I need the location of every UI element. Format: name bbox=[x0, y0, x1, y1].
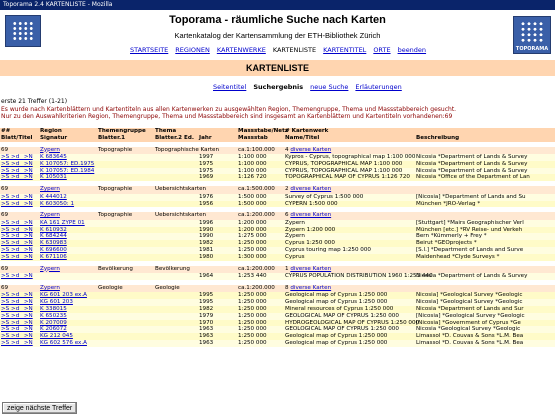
group-number: 69 bbox=[1, 265, 9, 272]
table-row bbox=[0, 161, 555, 168]
table-row bbox=[0, 240, 555, 247]
kartenwerk-link[interactable]: diverse Karten bbox=[290, 186, 332, 193]
signatur-link[interactable]: K 610932 bbox=[40, 226, 67, 233]
page-header bbox=[0, 10, 555, 57]
signatur-link[interactable]: K 338015 bbox=[40, 306, 67, 313]
description-cell: [S.l.] *Department of Lands and Surve bbox=[416, 247, 524, 254]
kartenwerk-link[interactable]: diverse Karten bbox=[290, 284, 332, 291]
scale-cell: 1:200 000 bbox=[238, 226, 267, 233]
massstab-range: ca.1:200.000 bbox=[238, 265, 275, 272]
description-cell: [Nicosia] *Government of Cyprus *Ge bbox=[416, 319, 521, 326]
group-row bbox=[0, 212, 555, 220]
scale-cell: 1:275 000 bbox=[238, 233, 267, 240]
year-cell: 1970 bbox=[199, 319, 214, 326]
title-cell: GEOLOGICAL MAP OF CYPRUS 1:250 000 bbox=[285, 326, 399, 333]
year-cell: 1976 bbox=[199, 193, 214, 200]
year-cell: 1969 bbox=[199, 174, 214, 181]
signatur-link[interactable]: K 683645 bbox=[40, 154, 67, 161]
year-cell: 1964 bbox=[199, 273, 214, 280]
description-cell: München [etc.] *RV Reise- und Verkeh bbox=[416, 226, 523, 233]
column-header: Jahr bbox=[199, 134, 212, 141]
description-cell: Nicosia *Department of Lands and Sur bbox=[416, 306, 524, 313]
description-cell: Beirut *GEOprojects * bbox=[416, 240, 477, 247]
title-cell: HYDROGEOLOGICAL MAP OF CYPRUS 1:250 000 bbox=[285, 319, 420, 326]
scale-cell: 1:250 000 bbox=[238, 299, 267, 306]
row-action-links[interactable]: >S >d _>N bbox=[1, 292, 33, 299]
year-cell: 1995 bbox=[199, 292, 214, 299]
title-cell: TOPOGRAPHICAL MAP OF CYPRUS 1:126 720 bbox=[285, 174, 410, 181]
row-action-links[interactable]: >S >d _>N bbox=[1, 299, 33, 306]
scale-cell: 1:250 000 bbox=[238, 240, 267, 247]
kartenwerk: 8 diverse Karten bbox=[285, 284, 332, 291]
themengruppe: Topographie bbox=[98, 146, 133, 153]
result-info bbox=[1, 98, 554, 121]
year-cell: 1990 bbox=[199, 226, 214, 233]
scale-cell: 1:253 440 bbox=[238, 273, 267, 280]
table-row bbox=[0, 227, 555, 234]
description-cell: Nicosia] *Geological Survey *Geologic bbox=[416, 299, 523, 306]
nav-item-regionen[interactable]: REGIONEN bbox=[175, 46, 210, 54]
scale-cell: 1:300 000 bbox=[238, 253, 267, 260]
group-number: 69 bbox=[1, 146, 9, 153]
table-row bbox=[0, 201, 555, 208]
description-cell: Nicosia *Department of Lands & Survey bbox=[416, 273, 528, 280]
group-number: 69 bbox=[1, 212, 9, 219]
signatur-link[interactable]: K 107057: ED.1984 bbox=[40, 167, 95, 174]
signatur-link[interactable]: K 105031 bbox=[40, 174, 67, 181]
scale-cell: 1:250 000 bbox=[238, 306, 267, 313]
description-cell: Nicosia] *Geological Survey *Geologic bbox=[416, 292, 523, 299]
table-row bbox=[0, 306, 555, 313]
column-header: Blatt/Titel bbox=[1, 134, 33, 141]
nav-item-kartenwerke[interactable]: KARTENWERKE bbox=[216, 46, 266, 54]
main-nav bbox=[130, 46, 433, 54]
nav-item-orte[interactable]: ORTE bbox=[373, 46, 391, 54]
year-cell: 1995 bbox=[199, 299, 214, 306]
signatur-link[interactable]: KG 601 203 bbox=[40, 299, 73, 306]
description-cell: München *JRO-Verlag * bbox=[416, 200, 481, 207]
page-title: Toporama - räumliche Suche nach Karten bbox=[169, 14, 386, 26]
row-action-links[interactable]: >S >d _>N bbox=[1, 174, 33, 181]
group-row bbox=[0, 186, 555, 194]
year-cell: 1979 bbox=[199, 312, 214, 319]
region-link[interactable]: Zypern bbox=[40, 146, 60, 153]
kartenwerk: 6 diverse Karten bbox=[285, 212, 332, 219]
region-link[interactable]: Zypern bbox=[40, 284, 60, 291]
scale-cell: 1:100 000 bbox=[238, 154, 267, 161]
description-cell: Nicosia *Department of Lands & Survey bbox=[416, 167, 528, 174]
column-header: # Kartenwerk bbox=[285, 128, 329, 134]
kartenwerk: 4 diverse Karten bbox=[285, 146, 332, 153]
search-description: Es wurde nach Kartenblättern und Kartentiteln aus allen Kartenwerken zu ausgewählten Region, Themengruppe, Thema und Massstabbereich gesucht. bbox=[1, 105, 457, 113]
title-cell: Geological map of Cyprus 1:250 000 bbox=[285, 299, 388, 306]
title-cell: CYPERN 1:500 000 bbox=[285, 200, 338, 207]
column-header: Thema bbox=[155, 128, 177, 134]
group-row bbox=[0, 147, 555, 155]
region-link[interactable]: Zypern bbox=[40, 265, 60, 272]
signatur-link[interactable]: K 207009 bbox=[40, 319, 67, 326]
row-action-links[interactable]: >S >d _>N bbox=[1, 247, 33, 254]
subnav-item-suchergebnis: Suchergebnis bbox=[253, 83, 304, 91]
year-cell: 1980 bbox=[199, 253, 214, 260]
group-number: 69 bbox=[1, 186, 9, 193]
signatur-link[interactable]: K 684244 bbox=[40, 233, 67, 240]
description-cell: Maidenhead *Clyde Surveys * bbox=[416, 253, 500, 260]
description-cell: Nicosia *Department of Lands & Survey bbox=[416, 154, 528, 161]
year-cell: 1982 bbox=[199, 306, 214, 313]
row-action-links[interactable]: >S >d _>N bbox=[1, 200, 33, 207]
scale-cell: 1:200 000 bbox=[238, 219, 267, 226]
year-cell: 1975 bbox=[199, 160, 214, 167]
table-row bbox=[0, 340, 555, 347]
scale-cell: 1:500 000 bbox=[238, 200, 267, 207]
row-action-links[interactable]: >S >d _>N bbox=[1, 240, 33, 247]
row-action-links[interactable]: >S >d _>N bbox=[1, 306, 33, 313]
title-cell: CYPRUS, TOPOGRAPHICAL MAP 1:100 000 bbox=[285, 167, 403, 174]
thema: Uebersichtskarten bbox=[155, 186, 207, 193]
row-action-links[interactable]: >S >d _>N bbox=[1, 319, 33, 326]
row-action-links[interactable]: >S >d _>N bbox=[1, 160, 33, 167]
table-row bbox=[0, 333, 555, 340]
year-cell: 1990 bbox=[199, 233, 214, 240]
row-action-links[interactable]: >S >d _>N bbox=[1, 333, 33, 340]
table-row bbox=[0, 168, 555, 175]
results-table bbox=[0, 128, 555, 347]
table-row bbox=[0, 247, 555, 254]
title-cell: Kypros - Cyprus, topographical map 1:100 000 bbox=[285, 154, 416, 161]
kartenwerk: 1 diverse Karten bbox=[285, 265, 332, 272]
title-cell: Survey of Cyprus 1:500 000 bbox=[285, 193, 364, 200]
signatur-link[interactable]: K 444012 bbox=[40, 193, 67, 200]
scale-cell: 1:250 000 bbox=[238, 340, 267, 347]
subnav-item-erläuterungen[interactable]: Erläuterungen bbox=[355, 83, 402, 91]
scale-cell: 1:500 000 bbox=[238, 193, 267, 200]
signatur-link[interactable]: K 671106 bbox=[40, 253, 67, 260]
row-action-links[interactable]: >S >d _>N bbox=[1, 167, 33, 174]
scale-cell: 1:250 000 bbox=[238, 247, 267, 254]
region-link[interactable]: Zypern bbox=[40, 186, 60, 193]
page-subtitle: Kartenkatalog der Kartensammlung der ETH-Bibliothek Zürich bbox=[174, 31, 381, 40]
title-cell: GEOLOGICAL MAP OF CYPRUS 1:250 000 bbox=[285, 312, 399, 319]
scale-cell: 1:100 000 bbox=[238, 160, 267, 167]
year-cell: 1963 bbox=[199, 333, 214, 340]
signatur-link[interactable]: K 650235 bbox=[40, 312, 67, 319]
table-row bbox=[0, 254, 555, 261]
scale-cell: 1:250 000 bbox=[238, 326, 267, 333]
description-cell: Nicosia *Department of Lands & Survey bbox=[416, 160, 528, 167]
table-row bbox=[0, 174, 555, 181]
year-cell: 1975 bbox=[199, 167, 214, 174]
description-cell: [Nicosia] *Department of Lands and Su bbox=[416, 193, 526, 200]
description-cell: Bern *Kümmerly + Frey * bbox=[416, 233, 487, 240]
column-header: Beschreibung bbox=[416, 134, 460, 141]
table-row bbox=[0, 194, 555, 201]
nav-item-beenden[interactable]: beenden bbox=[397, 46, 427, 54]
table-row bbox=[0, 292, 555, 299]
table-subheader-row bbox=[0, 135, 555, 142]
thema: Bevölkerung bbox=[155, 265, 190, 272]
nav-item-kartenliste: KARTENLISTE bbox=[272, 46, 317, 54]
scale-cell: 1:100 000 bbox=[238, 167, 267, 174]
group-row bbox=[0, 285, 555, 293]
thema: Topographische Karten bbox=[155, 146, 220, 153]
column-header: Region bbox=[40, 128, 62, 134]
nav-item-startseite[interactable]: STARTSEITE bbox=[130, 46, 169, 54]
year-cell: 1963 bbox=[199, 326, 214, 333]
signatur-link[interactable]: KG 601 203 ex.A bbox=[40, 292, 87, 299]
title-cell: Mineral resources of Cyprus 1:250 000 bbox=[285, 306, 394, 313]
column-header: Massstab bbox=[238, 134, 268, 141]
year-cell: 1956 bbox=[199, 200, 214, 207]
description-cell: [Nicosia] *Geological Survey *Geologic bbox=[416, 312, 525, 319]
year-cell: 1963 bbox=[199, 340, 214, 347]
section-title: KARTENLISTE bbox=[0, 60, 555, 76]
kartenwerk: 2 diverse Karten bbox=[285, 186, 332, 193]
signatur-link[interactable]: KG 602 576 ex.A bbox=[40, 340, 87, 347]
subnav-item-neue-suche[interactable]: neue Suche bbox=[310, 83, 349, 91]
table-row bbox=[0, 233, 555, 240]
row-action-links[interactable]: >S >d _>N bbox=[1, 312, 33, 319]
column-header: Massstabe/Netz bbox=[238, 128, 289, 134]
title-cell: Geological map of Cyprus 1:250 000 bbox=[285, 333, 388, 340]
row-action-links[interactable]: >S >d _>N bbox=[1, 193, 33, 200]
table-row bbox=[0, 320, 555, 327]
year-cell: 1996 bbox=[199, 219, 214, 226]
window-titlebar: Toporama 2.4 KARTENLISTE - Mozilla bbox=[0, 0, 555, 10]
title-cell: Geological map of Cyprus 1:250 000 bbox=[285, 340, 388, 347]
scale-cell: 1:250 000 bbox=[238, 319, 267, 326]
row-action-links[interactable]: >S >d _>N bbox=[1, 233, 33, 240]
signatur-link[interactable]: K 107057: ED.1975 bbox=[40, 160, 95, 167]
column-header: Name/Titel bbox=[285, 134, 320, 141]
massstab-range: ca.1:100.000 bbox=[238, 146, 275, 153]
row-action-links[interactable]: >S >d _>N bbox=[1, 219, 33, 226]
scale-cell: 1:250 000 bbox=[238, 292, 267, 299]
column-header: Blatter.1 bbox=[98, 134, 126, 141]
kartenwerk-link[interactable]: diverse Karten bbox=[290, 212, 332, 219]
themengruppe: Topographie bbox=[98, 212, 133, 219]
year-cell: 1982 bbox=[199, 240, 214, 247]
signatur-link[interactable]: KA 161 ZYPE 01 bbox=[40, 219, 85, 226]
column-header: Signatur bbox=[40, 134, 68, 141]
kartenwerk-link[interactable]: diverse Karten bbox=[290, 146, 332, 153]
column-header: ## bbox=[1, 128, 11, 134]
nav-item-kartentitel[interactable]: KARTENTITEL bbox=[323, 46, 367, 54]
table-row bbox=[0, 313, 555, 320]
scale-cell: 1:250 000 bbox=[238, 312, 267, 319]
table-row bbox=[0, 273, 555, 280]
massstab-range: ca.1:500.000 bbox=[238, 186, 275, 193]
massstab-range: ca.1:200.000 bbox=[238, 212, 275, 219]
title-cell: CYPRUS POPULATION DISTRIBUTION 1960 1:253 440 bbox=[285, 273, 433, 280]
year-cell: 1981 bbox=[199, 247, 214, 254]
description-cell: Nicosia *Office of the Department of Lan bbox=[416, 174, 530, 181]
title-cell: Cyprus bbox=[285, 253, 305, 260]
title-cell: Cyprus touring map 1:250 000 bbox=[285, 247, 371, 254]
row-action-links[interactable]: >S >d _>N bbox=[1, 154, 33, 161]
title-cell: Zypern bbox=[285, 219, 305, 226]
table-header-row bbox=[0, 128, 555, 135]
themengruppe: Geologie bbox=[98, 284, 123, 291]
title-cell: Zypern 1:200 000 bbox=[285, 226, 336, 233]
subnav-item-seitentitel[interactable]: Seitentitel bbox=[213, 83, 247, 91]
group-number: 69 bbox=[1, 284, 9, 291]
signatur-link[interactable]: K 630983 bbox=[40, 240, 67, 247]
column-header: Blatter.2 Ed. bbox=[155, 134, 194, 141]
total-description: Nur zu den Auswahlkriterien Region, Themengruppe, Thema und Massstabbereich sind insgesamt an Kartenblättern und Kartentiteln vorhandenen:69 bbox=[1, 113, 453, 120]
title-cell: Cyprus 1:250 000 bbox=[285, 240, 335, 247]
description-cell: [Stuttgart] *Mairs Geographischer Verl bbox=[416, 219, 524, 226]
table-row bbox=[0, 326, 555, 333]
massstab-range: ca.1:200.000 bbox=[238, 284, 275, 291]
thema: Geologie bbox=[155, 284, 180, 291]
title-cell: Geological map of Cyprus 1:250 000 bbox=[285, 292, 388, 299]
signatur-link[interactable]: KG 212 045 bbox=[40, 333, 73, 340]
description-cell: Nicosia *Geological Survey *Geologic bbox=[416, 326, 521, 333]
description-cell: Limassol *D. Couvas & Sons *L.M. Bea bbox=[416, 340, 524, 347]
signatur-link[interactable]: K 696600 bbox=[40, 247, 67, 254]
column-header: Themengruppe bbox=[98, 128, 146, 134]
thema: Uebersichtskarten bbox=[155, 212, 207, 219]
result-count: erste 21 Treffer (1-21) bbox=[1, 98, 68, 105]
row-action-links[interactable]: >S >d _>N bbox=[1, 253, 33, 260]
row-action-links[interactable]: >S >d _>N bbox=[1, 226, 33, 233]
sub-nav bbox=[213, 83, 409, 91]
signatur-link[interactable]: K 603050: 1 bbox=[40, 200, 75, 207]
table-row bbox=[0, 154, 555, 161]
group-row bbox=[0, 266, 555, 274]
next-results-button[interactable]: zeige nächste Treffer bbox=[2, 402, 77, 414]
kartenwerk-link[interactable]: diverse Karten bbox=[290, 265, 332, 272]
row-action-links[interactable]: >S >d _>N bbox=[1, 273, 33, 280]
scale-cell: 1:126 720 bbox=[238, 174, 267, 181]
row-action-links[interactable]: >S >d _>N bbox=[1, 340, 33, 347]
title-cell: Zypern bbox=[285, 233, 305, 240]
region-link[interactable]: Zypern bbox=[40, 212, 60, 219]
table-row bbox=[0, 220, 555, 227]
toporama-logo-icon: TOPORAMA bbox=[513, 16, 551, 54]
themengruppe: Topographie bbox=[98, 186, 133, 193]
table-row bbox=[0, 299, 555, 306]
themengruppe: Bevölkerung bbox=[98, 265, 133, 272]
row-action-links[interactable]: >S >d _>N bbox=[1, 326, 33, 333]
description-cell: Limassol *D. Couvas & Sons *L.M. Bea bbox=[416, 333, 524, 340]
year-cell: 1997 bbox=[199, 154, 214, 161]
scale-cell: 1:250 000 bbox=[238, 333, 267, 340]
signatur-link[interactable]: K 206072 bbox=[40, 326, 67, 333]
title-cell: CYPRUS, TOPOGRAPHICAL MAP 1:100 000 bbox=[285, 160, 403, 167]
